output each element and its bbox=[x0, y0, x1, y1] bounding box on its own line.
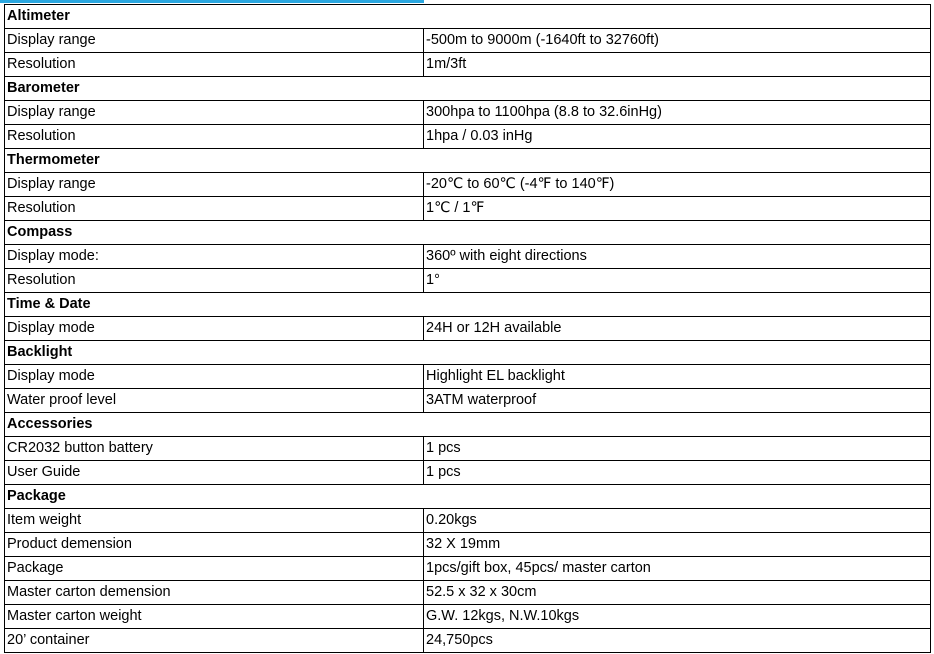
section-title: Accessories bbox=[5, 413, 931, 437]
row-label: Display range bbox=[5, 173, 424, 197]
table-row bbox=[5, 53, 931, 77]
section-title: Time & Date bbox=[5, 293, 931, 317]
row-label: Item weight bbox=[5, 509, 424, 533]
row-value: 300hpa to 1100hpa (8.8 to 32.6inHg) bbox=[424, 101, 931, 125]
section-header-altimeter bbox=[5, 5, 931, 29]
section-header-accessories bbox=[5, 413, 931, 437]
row-label: 20’ container bbox=[5, 629, 424, 653]
row-label: Resolution bbox=[5, 53, 424, 77]
row-value: 1hpa / 0.03 inHg bbox=[424, 125, 931, 149]
row-label: Master carton demension bbox=[5, 581, 424, 605]
section-header-package bbox=[5, 485, 931, 509]
table-row bbox=[5, 509, 931, 533]
row-label: Display mode bbox=[5, 317, 424, 341]
table-row bbox=[5, 29, 931, 53]
table-row bbox=[5, 125, 931, 149]
section-title: Backlight bbox=[5, 341, 931, 365]
table-row bbox=[5, 629, 931, 653]
section-header-barometer bbox=[5, 77, 931, 101]
row-value: G.W. 12kgs, N.W.10kgs bbox=[424, 605, 931, 629]
row-value: 1 pcs bbox=[424, 461, 931, 485]
row-label: Resolution bbox=[5, 269, 424, 293]
table-row bbox=[5, 245, 931, 269]
row-label: CR2032 button battery bbox=[5, 437, 424, 461]
table-row bbox=[5, 269, 931, 293]
section-header-thermometer bbox=[5, 149, 931, 173]
table-row bbox=[5, 317, 931, 341]
row-value: 1m/3ft bbox=[424, 53, 931, 77]
header-accent-bar bbox=[0, 0, 424, 3]
row-value: 360º with eight directions bbox=[424, 245, 931, 269]
row-label: Water proof level bbox=[5, 389, 424, 413]
row-value: 24H or 12H available bbox=[424, 317, 931, 341]
row-value: 1° bbox=[424, 269, 931, 293]
table-row bbox=[5, 557, 931, 581]
row-label: Display range bbox=[5, 29, 424, 53]
section-header-time-date bbox=[5, 293, 931, 317]
section-header-compass bbox=[5, 221, 931, 245]
table-row bbox=[5, 437, 931, 461]
row-value: 1 pcs bbox=[424, 437, 931, 461]
row-value: 1pcs/gift box, 45pcs/ master carton bbox=[424, 557, 931, 581]
table-row bbox=[5, 581, 931, 605]
row-label: Resolution bbox=[5, 125, 424, 149]
row-value: Highlight EL backlight bbox=[424, 365, 931, 389]
table-row bbox=[5, 173, 931, 197]
row-value: 52.5 x 32 x 30cm bbox=[424, 581, 931, 605]
section-title: Thermometer bbox=[5, 149, 931, 173]
row-label: Product demension bbox=[5, 533, 424, 557]
row-label: Display mode bbox=[5, 365, 424, 389]
row-value: -500m to 9000m (-1640ft to 32760ft) bbox=[424, 29, 931, 53]
section-header-backlight bbox=[5, 341, 931, 365]
specification-table-body bbox=[5, 5, 931, 653]
table-row bbox=[5, 533, 931, 557]
row-label: Resolution bbox=[5, 197, 424, 221]
table-row bbox=[5, 605, 931, 629]
table-row bbox=[5, 461, 931, 485]
table-row bbox=[5, 389, 931, 413]
section-title: Package bbox=[5, 485, 931, 509]
table-row bbox=[5, 365, 931, 389]
specification-table bbox=[4, 4, 931, 653]
row-label: Display mode: bbox=[5, 245, 424, 269]
row-label: Display range bbox=[5, 101, 424, 125]
section-title: Compass bbox=[5, 221, 931, 245]
row-value: 32 X 19mm bbox=[424, 533, 931, 557]
table-row bbox=[5, 197, 931, 221]
row-label: Package bbox=[5, 557, 424, 581]
table-row bbox=[5, 101, 931, 125]
section-title: Altimeter bbox=[5, 5, 931, 29]
row-label: User Guide bbox=[5, 461, 424, 485]
section-title: Barometer bbox=[5, 77, 931, 101]
row-value: 0.20kgs bbox=[424, 509, 931, 533]
row-value: -20℃ to 60℃ (-4℉ to 140℉) bbox=[424, 173, 931, 197]
row-label: Master carton weight bbox=[5, 605, 424, 629]
row-value: 1℃ / 1℉ bbox=[424, 197, 931, 221]
row-value: 3ATM waterproof bbox=[424, 389, 931, 413]
row-value: 24,750pcs bbox=[424, 629, 931, 653]
